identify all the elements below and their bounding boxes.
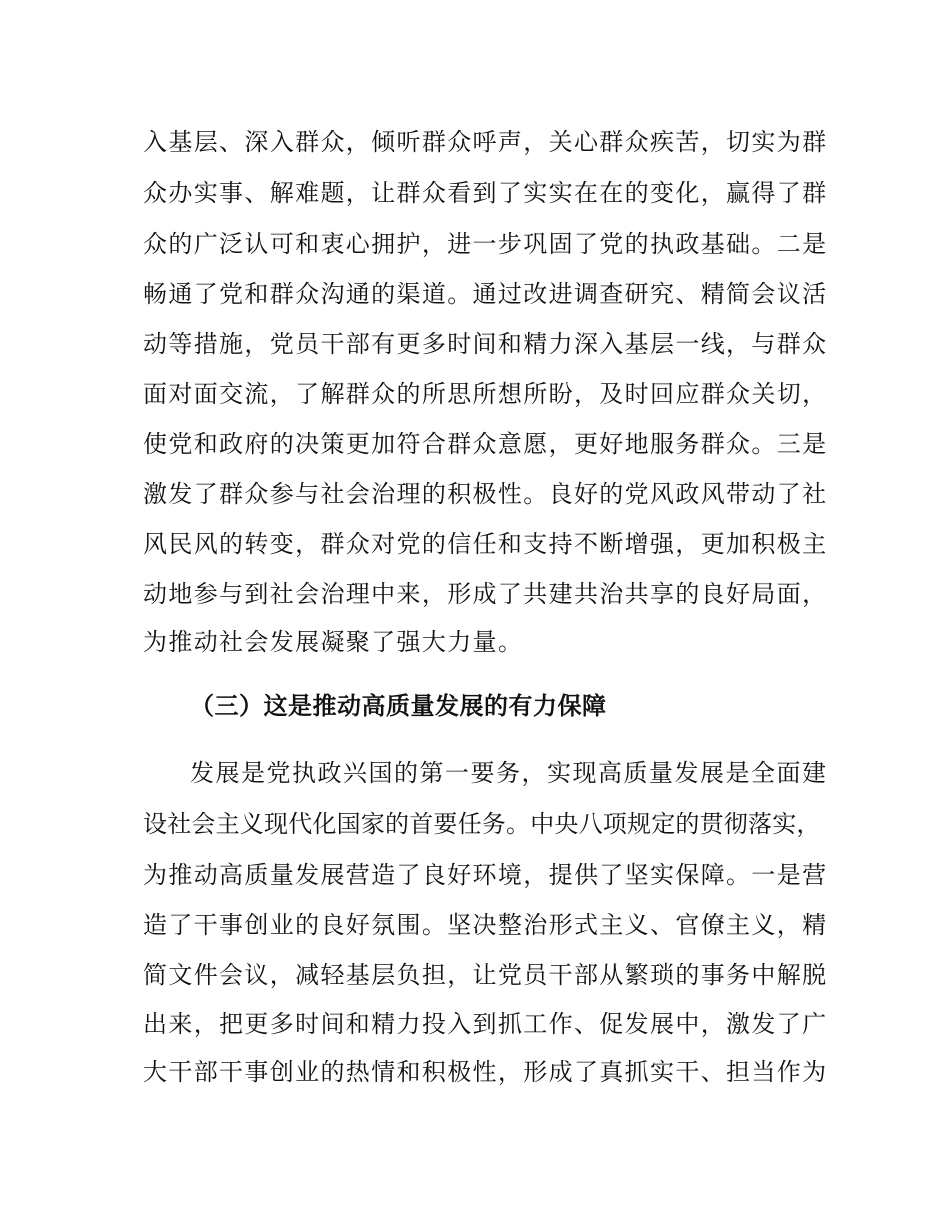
paragraph-line: 面对面交流，了解群众的所思所想所盼，及时回应群众关切，	[143, 380, 828, 408]
paragraph-line: 入基层、深入群众，倾听群众呼声，关心群众疾苦，切实为群	[143, 128, 828, 156]
paragraph-first-line: 发展是党执政兴国的第一要务，实现高质量发展是全面建	[190, 759, 828, 787]
paragraph-line: 使党和政府的决策更加符合群众意愿，更好地服务群众。三是	[143, 430, 828, 458]
paragraph-line: 众的广泛认可和衷心拥护，进一步巩固了党的执政基础。二是	[143, 230, 828, 258]
paragraph-line: 为推动高质量发展营造了良好环境，提供了坚实保障。一是营	[143, 861, 828, 889]
paragraph-line: 动等措施，党员干部有更多时间和精力深入基层一线，与群众	[143, 330, 828, 358]
section-heading: （三）这是推动高质量发展的有力保障	[190, 692, 607, 720]
paragraph-line: 风民风的转变，群众对党的信任和支持不断增强，更加积极主	[143, 530, 828, 558]
paragraph-line: 大干部干事创业的热情和积极性，形成了真抓实干、担当作为	[143, 1058, 828, 1086]
paragraph-line: 众办实事、解难题，让群众看到了实实在在的变化，赢得了群	[143, 179, 828, 207]
paragraph-line: 为推动社会发展凝聚了强大力量。	[143, 628, 524, 656]
paragraph-line: 畅通了党和群众沟通的渠道。通过改进调查研究、精简会议活	[143, 280, 828, 308]
paragraph-line: 简文件会议，减轻基层负担，让党员干部从繁琐的事务中解脱	[143, 961, 828, 989]
paragraph-line: 动地参与到社会治理中来，形成了共建共治共享的良好局面，	[143, 580, 828, 608]
paragraph-line: 激发了群众参与社会治理的积极性。良好的党风政风带动了社	[143, 480, 828, 508]
paragraph-line: 造了干事创业的良好氛围。坚决整治形式主义、官僚主义，精	[143, 911, 828, 939]
paragraph-line: 设社会主义现代化国家的首要任务。中央八项规定的贯彻落实，	[143, 810, 821, 838]
paragraph-line: 出来，把更多时间和精力投入到抓工作、促发展中，激发了广	[143, 1010, 828, 1038]
